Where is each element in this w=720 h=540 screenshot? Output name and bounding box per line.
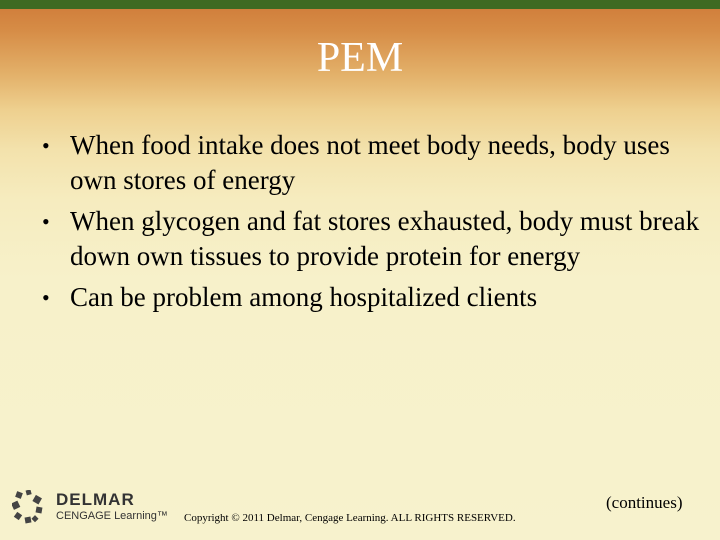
publisher-logo — [12, 490, 182, 526]
slide-title: PEM — [316, 35, 404, 81]
bullet-list — [40, 128, 700, 321]
bullet-text: When food intake does not meet body needs, body uses own stores of energy — [70, 130, 670, 195]
logo-word-cengage: CENGAGE Learning™ — [56, 510, 168, 522]
bullet-marker: • — [42, 209, 50, 234]
bullet-marker: • — [42, 133, 50, 158]
bullet-text: When glycogen and fat stores exhausted, body must break down own tissues to provide protein for energy — [70, 206, 700, 271]
logo-mark-icon — [12, 490, 46, 524]
logo-word-delmar: DELMAR — [56, 490, 135, 509]
bullet-text: Can be problem among hospitalized clients — [70, 282, 538, 312]
bullet-item — [40, 204, 700, 274]
bullet-item — [40, 280, 700, 315]
copyright-notice: Copyright © 2011 Delmar, Cengage Learning. ALL RIGHTS RESERVED. — [184, 512, 516, 524]
bullet-item — [40, 128, 700, 198]
continues-label: (continues) — [606, 493, 683, 512]
top-accent-bar — [0, 0, 720, 9]
bullet-marker: • — [42, 285, 50, 310]
